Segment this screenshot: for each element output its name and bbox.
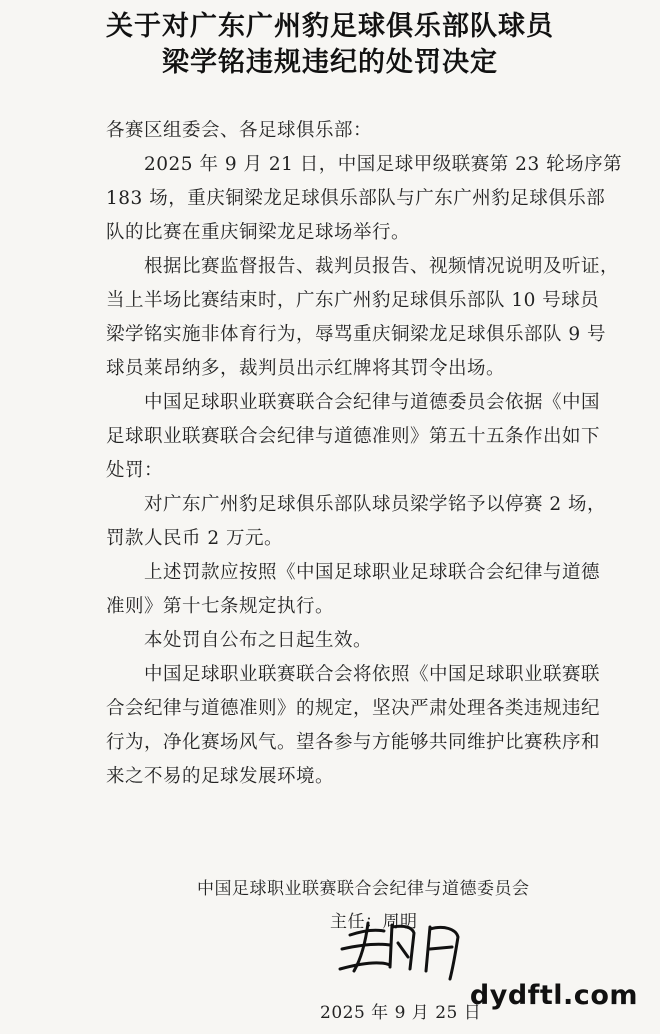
paragraph-line: 对广东广州豹足球俱乐部队球员梁学铭予以停赛 2 场， bbox=[144, 494, 607, 515]
watermark: dydftl.com bbox=[469, 980, 638, 1011]
paragraph-line: 本处罚自公布之日起生效。 bbox=[144, 630, 373, 651]
paragraph-line: 来之不易的足球发展环境。 bbox=[106, 766, 335, 787]
paragraph-line: 当上半场比赛结束时，广东广州豹足球俱乐部队 10 号球员 bbox=[106, 290, 600, 311]
document-title-line-2: 梁学铭违规违纪的处罚决定 bbox=[162, 47, 498, 78]
issuer-name: 中国足球职业联赛联合会纪律与道德委员会 bbox=[197, 879, 530, 899]
handwritten-signature bbox=[332, 905, 472, 995]
paragraph-line: 足球职业联赛联合会纪律与道德准则》第五十五条作出如下 bbox=[106, 426, 601, 447]
paragraph-line: 中国足球职业联赛联合会纪律与道德委员会依据《中国 bbox=[144, 392, 601, 413]
addressee: 各赛区组委会、各足球俱乐部： bbox=[106, 120, 373, 141]
paragraph-line: 准则》第十七条规定执行。 bbox=[106, 596, 335, 617]
paragraph-line: 梁学铭实施非体育行为，辱骂重庆铜梁龙足球俱乐部队 9 号 bbox=[106, 324, 607, 345]
director-line: 主任：周明 bbox=[330, 912, 418, 932]
paragraph-line: 合会纪律与道德准则》的规定，坚决严肃处理各类违规违纪 bbox=[106, 698, 601, 719]
paragraph-line: 根据比赛监督报告、裁判员报告、视频情况说明及听证， bbox=[144, 256, 620, 277]
paragraph-line: 行为，净化赛场风气。望各参与方能够共同维护比赛秩序和 bbox=[106, 732, 601, 753]
paragraph-line: 队的比赛在重庆铜梁龙足球场举行。 bbox=[106, 222, 411, 243]
paragraph-line: 183 场，重庆铜梁龙足球俱乐部队与广东广州豹足球俱乐部 bbox=[106, 188, 606, 209]
paragraph-line: 上述罚款应按照《中国足球职业足球联合会纪律与道德 bbox=[144, 562, 601, 583]
paragraph-line: 处罚： bbox=[106, 460, 164, 481]
issue-date: 2025 年 9 月 25 日 bbox=[320, 1003, 482, 1023]
paragraph-line: 2025 年 9 月 21 日，中国足球甲级联赛第 23 轮场序第 bbox=[144, 154, 623, 175]
paragraph-line: 球员莱昂纳多，裁判员出示红牌将其罚令出场。 bbox=[106, 358, 506, 379]
paragraph-line: 中国足球职业联赛联合会将依照《中国足球职业联赛联 bbox=[144, 664, 601, 685]
document-title-line-1: 关于对广东广州豹足球俱乐部队球员 bbox=[106, 11, 554, 42]
paragraph-line: 罚款人民币 2 万元。 bbox=[106, 528, 284, 549]
